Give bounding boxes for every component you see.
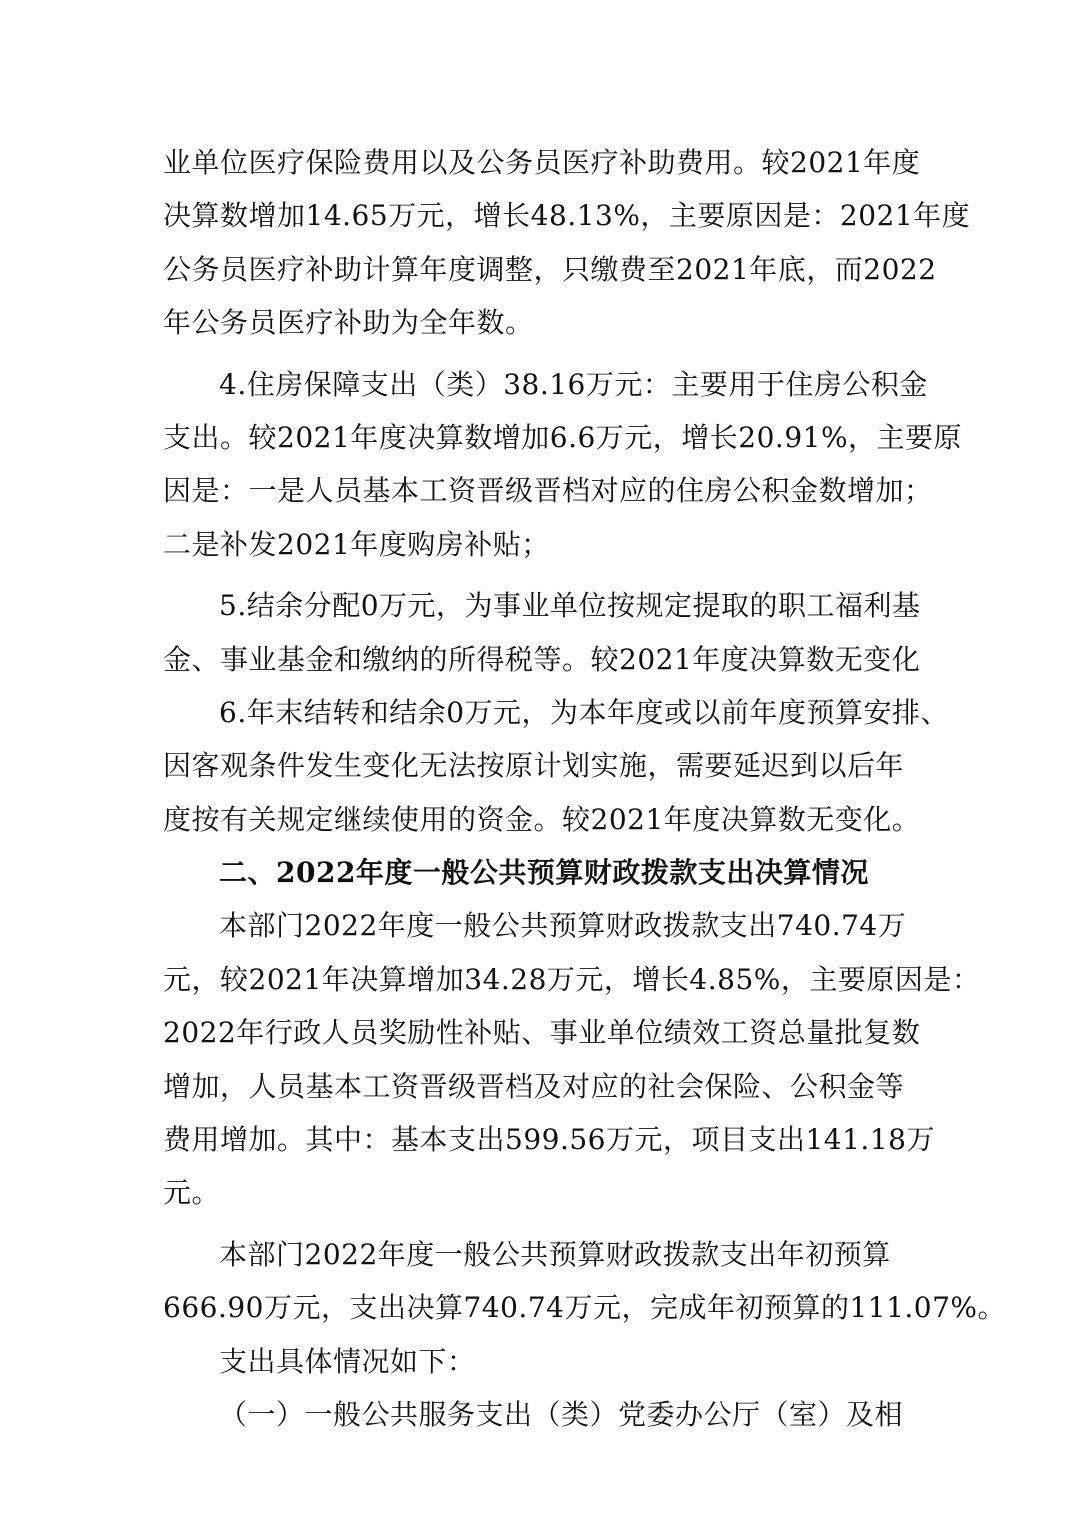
body-line: 因是：一是人员基本工资晋级晋档对应的住房公积金数增加； [163,474,933,508]
body-line: 决算数增加14.65万元，增长48.13%，主要原因是：2021年度 [163,199,971,233]
document-page [163,136,1007,1441]
paragraph-gap [163,1220,923,1228]
paragraph-start-subsection: （一）一般公共服务支出（类）党委办公厅（室）及相 [219,1397,904,1431]
body-line: 度按有关规定继续使用的资金。较2021年度决算数无变化。 [163,802,921,836]
section-heading: 二、2022年度一般公共预算财政拨款支出决算情况 [219,856,869,890]
body-line: 666.90万元，支出决算740.74万元，完成年初预算的111.07%。 [163,1291,1007,1325]
body-line: 支出。较2021年度决算数增加6.6万元，增长20.91%，主要原 [163,420,963,454]
body-line: 金、事业基金和缴纳的所得税等。较2021年度决算数无变化 [163,642,921,676]
body-line: 公务员医疗补助计算年度调整，只缴费至2021年底，而2022 [163,252,937,286]
body-line: 2022年行政人员奖励性补贴、事业单位绩效工资总量批复数 [163,1016,921,1050]
body-line: 增加，人员基本工资晋级晋档及对应的社会保险、公积金等 [163,1069,905,1103]
paragraph-gap [163,350,923,358]
paragraph-start-carryover: 6.年末结转和结余0万元，为本年度或以前年度预算安排、 [219,695,950,729]
paragraph-start-general-budget: 本部门2022年度一般公共预算财政拨款支出740.74万 [219,909,907,943]
body-line: 元。 [163,1176,221,1210]
paragraph-start-surplus: 5.结余分配0万元，为事业单位按规定提取的职工福利基 [219,589,921,623]
body-line: 费用增加。其中：基本支出599.56万元，项目支出141.18万 [163,1123,935,1157]
body-line: 年公务员医疗补助为全年数。 [163,306,534,340]
body-line: 元，较2021年决算增加34.28万元，增长4.85%，主要原因是： [163,962,981,996]
body-line: 二是补发2021年度购房补贴； [163,527,550,561]
paragraph-start-initial-budget: 本部门2022年度一般公共预算财政拨款支出年初预算 [219,1237,891,1271]
paragraph-start-details: 支出具体情况如下： [219,1344,476,1378]
body-line: 因客观条件发生变化无法按原计划实施，需要延迟到以后年 [163,749,905,783]
paragraph-start-housing: 4.住房保障支出（类）38.16万元：主要用于住房公积金 [219,367,928,401]
body-line: 业单位医疗保险费用以及公务员医疗补助费用。较2021年度 [163,146,921,179]
paragraph-gap [163,571,923,579]
